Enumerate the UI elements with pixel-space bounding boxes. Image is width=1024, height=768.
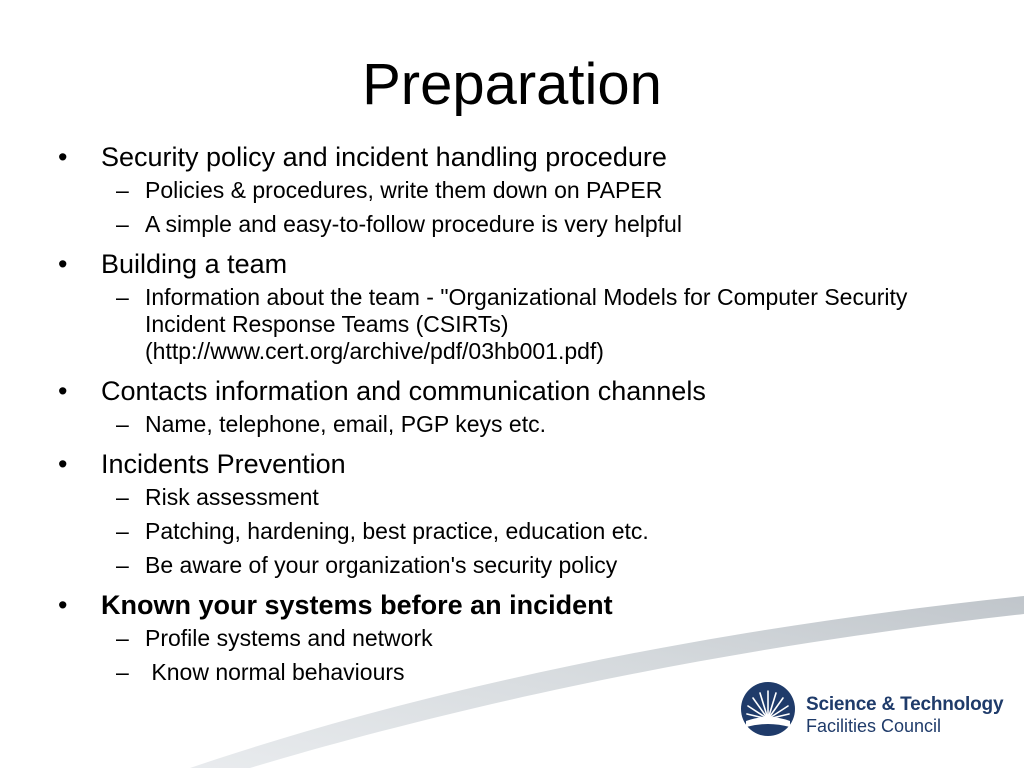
- bullet-text: Contacts information and communication channels: [101, 376, 706, 406]
- dash-marker: –: [116, 177, 129, 203]
- sub-bullet-item: [58, 552, 958, 579]
- sub-bullet-item: [58, 177, 958, 204]
- stfc-logo: [740, 681, 1010, 741]
- logo-line2: Facilities Council: [806, 716, 942, 736]
- bullet-text: Known your systems before an incident: [101, 590, 613, 620]
- sub-bullet-text: Information about the team - "Organizational Models for Computer Security Incident Response Teams (CSIRTs) (http://www.cert.org/archive/pdf/03hb001.pdf): [145, 284, 908, 364]
- bullet-text: Incidents Prevention: [101, 449, 346, 479]
- bullet-item: [58, 589, 958, 621]
- sub-bullet-item: [58, 284, 958, 365]
- dash-marker: –: [116, 484, 129, 510]
- sub-bullet-text: A simple and easy-to-follow procedure is very helpful: [145, 211, 682, 237]
- bullet-marker: •: [58, 249, 68, 279]
- bullet-list: [58, 137, 958, 686]
- logo-line1: Science & Technology: [806, 694, 1004, 715]
- sub-bullet-item: [58, 625, 958, 652]
- slide-title: Preparation: [362, 52, 662, 117]
- dash-marker: –: [116, 625, 129, 651]
- sub-bullet-item: [58, 411, 958, 438]
- bullet-text: Security policy and incident handling procedure: [101, 142, 667, 172]
- bullet-marker: •: [58, 449, 68, 479]
- bullet-item: [58, 141, 958, 173]
- sub-bullet-item: [58, 518, 958, 545]
- bullet-item: [58, 375, 958, 407]
- sub-bullet-text: Be aware of your organization's security policy: [145, 552, 618, 578]
- dash-marker: –: [116, 411, 129, 437]
- bullet-item: [58, 248, 958, 280]
- sub-bullet-text: Patching, hardening, best practice, education etc.: [145, 518, 649, 544]
- dash-marker: –: [116, 659, 129, 685]
- sub-bullet-item: [58, 211, 958, 238]
- sub-bullet-item: [58, 484, 958, 511]
- sub-bullet-text: Name, telephone, email, PGP keys etc.: [145, 411, 546, 437]
- bullet-marker: •: [58, 142, 68, 172]
- bullet-marker: •: [58, 590, 68, 620]
- dash-marker: –: [116, 518, 129, 544]
- sunburst-emblem-icon: [740, 681, 796, 737]
- sub-bullet-text: Know normal behaviours: [145, 659, 405, 685]
- sub-bullet-text: Risk assessment: [145, 484, 319, 510]
- sub-bullet-text: Policies & procedures, write them down on PAPER: [145, 177, 663, 203]
- dash-marker: –: [116, 211, 129, 237]
- bullet-item: [58, 448, 958, 480]
- sub-bullet-text: Profile systems and network: [145, 625, 433, 651]
- dash-marker: –: [116, 552, 129, 578]
- bullet-marker: •: [58, 376, 68, 406]
- dash-marker: –: [116, 284, 129, 310]
- bullet-text: Building a team: [101, 249, 288, 279]
